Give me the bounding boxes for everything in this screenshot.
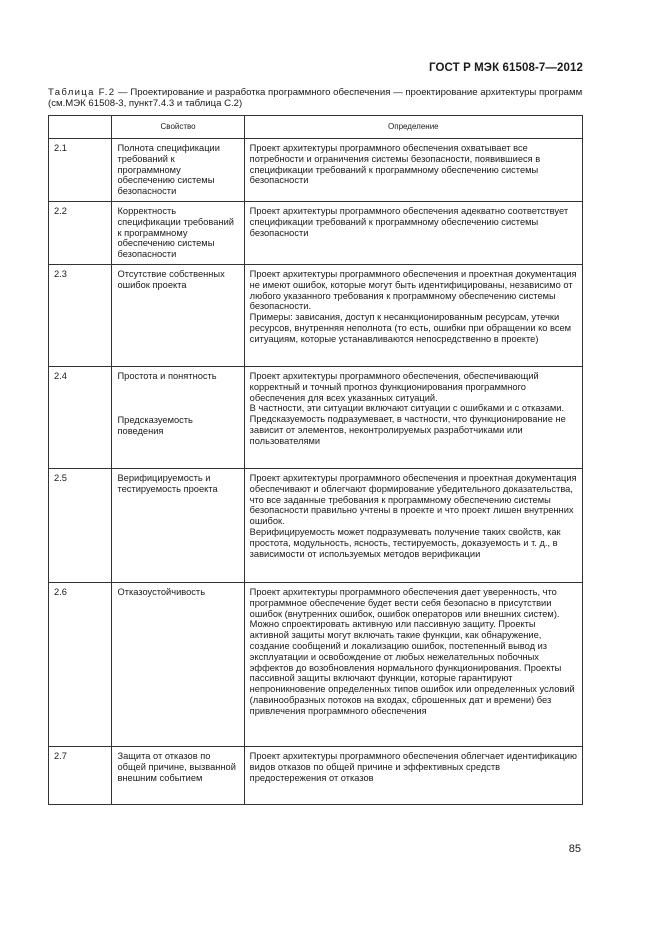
row-definition [244,264,582,366]
row-property [112,468,244,582]
row-number: 2.1 [49,139,112,202]
definition-text: Проект архитектуры программного обеспечения облегчает идентификацию видов отказов по общей причине и эффективных средств предостережения от отказов [249,750,577,783]
row-number: 2.4 [49,366,112,468]
row-number: 2.7 [49,746,112,804]
row-property [112,366,244,468]
definition-text: Можно спроектировать активную или пассивную защиту. Проекты активной защиты могут включать такие функции, как обнаружение, создание сообщений и локализацию ошибок, постепенный вывод из эксплуатации и освобождение от любых нежелательных побочных эффектов до возобновления нормального функционирования. Проекты пассивной защиты включают функции, которые гарантируют непроникновение определенных типов ошибок или определенных условий (лавинообразных потоков на входах, сброшенных дат и времени) без привлечения программного обеспечения [249,619,575,716]
property-text: Корректность спецификации требований к программному обеспечению системы безопасности [117,205,234,260]
row-property [112,201,244,264]
standard-header: ГОСТ Р МЭК 61508-7—2012 [429,62,583,74]
table-header-row [49,116,583,139]
properties-table [48,115,583,805]
row-definition [244,746,582,804]
table-caption-label: Таблица F.2 [48,87,116,98]
row-property [112,139,244,202]
table-row [49,201,583,264]
definition-text: Примеры: зависания, доступ к несанкционированным ресурсам, утечки ресурсов, внутренняя неполнота (то есть, ошибки при обращении ко всем ситуациям, которые устанавливаются непосредственно в проекте) [249,312,572,344]
property-text: Предсказуемость поведения [117,414,193,436]
column-header-number [49,116,112,139]
row-property [112,264,244,366]
property-text: Отсутствие собственных ошибок проекта [117,268,225,290]
row-definition [244,366,582,468]
table-row [49,139,583,202]
definition-text: Проект архитектуры программного обеспечения и проектная документация не имеют ошибок, которые могут быть идентифицированы, независимо от любого указанного требования к программному обеспечению системы безопасности. [249,268,577,312]
row-property [112,746,244,804]
row-number: 2.5 [49,468,112,582]
definition-text: Проект архитектуры программного обеспечения адекватно соответствует спецификации требований к программному обеспечению системы безопасности [249,205,569,238]
column-header-property: Свойство [112,116,244,139]
definition-text: Проект архитектуры программного обеспечения дает уверенность, что программное обеспечение будет вести себя безопасно в присутствии ошибок (внутренних ошибок, ошибок операторов или внешних систем). [249,586,560,619]
table-row [49,366,583,468]
row-number: 2.6 [49,582,112,746]
table-row [49,746,583,804]
property-text: Верифицируемость и тестируемость проекта [117,472,218,494]
table-caption [48,87,583,109]
row-definition [244,139,582,202]
page-number: 85 [568,843,581,855]
definition-text: В частности, эти ситуации включают ситуации с ошибками и с отказами. [249,403,565,414]
table-row [49,264,583,366]
row-number: 2.3 [49,264,112,366]
row-definition [244,201,582,264]
row-number: 2.2 [49,201,112,264]
definition-text: Проект архитектуры программного обеспечения и проектная документация обеспечивают и облегчают формирование убедительного доказательства, что все заданные требования к программному обеспечению системы безопасности правильно учтены в проекте и что проект лишен внутренних ошибок. [249,472,577,527]
property-text: Полнота спецификации требований к программному обеспечению системы безопасности [117,143,220,197]
table-caption-text: — Проектирование и разработка программного обеспечения — проектирование архитектуры программ (см.МЭК 61508-3, пункт7.4.3 и таблица С.2) [48,87,583,109]
table-row [49,582,583,746]
property-text: Отказоустойчивость [117,586,206,597]
row-definition [244,582,582,746]
property-text: Простота и понятность [117,370,217,381]
definition-text: Проект архитектуры программного обеспечения, обеспечивающий корректный и точный прогноз функционирования программного обеспечения для всех указанных ситуаций. [249,370,539,403]
column-header-definition: Определение [244,116,582,139]
property-text: Защита от отказов по общей причине, вызванной внешним событием [117,750,236,783]
definition-text: Предсказуемость подразумевает, в частности, что функционирование не зависит от элементов, неконтролируемых разработчиками или пользователями [249,414,566,446]
table-row [49,468,583,582]
row-definition [244,468,582,582]
definition-text: Проект архитектуры программного обеспечения охватывает все потребности и ограничения системы безопасности, появившиеся в спецификации требований к программному обеспечению системы безопасности [249,143,541,186]
row-property [112,582,244,746]
definition-text: Верифицируемость может подразумевать получение таких свойств, как простота, модульность, ясность, тестируемость, доказуемость и т. д., в зависимости от используемых методов верификации [249,526,561,559]
